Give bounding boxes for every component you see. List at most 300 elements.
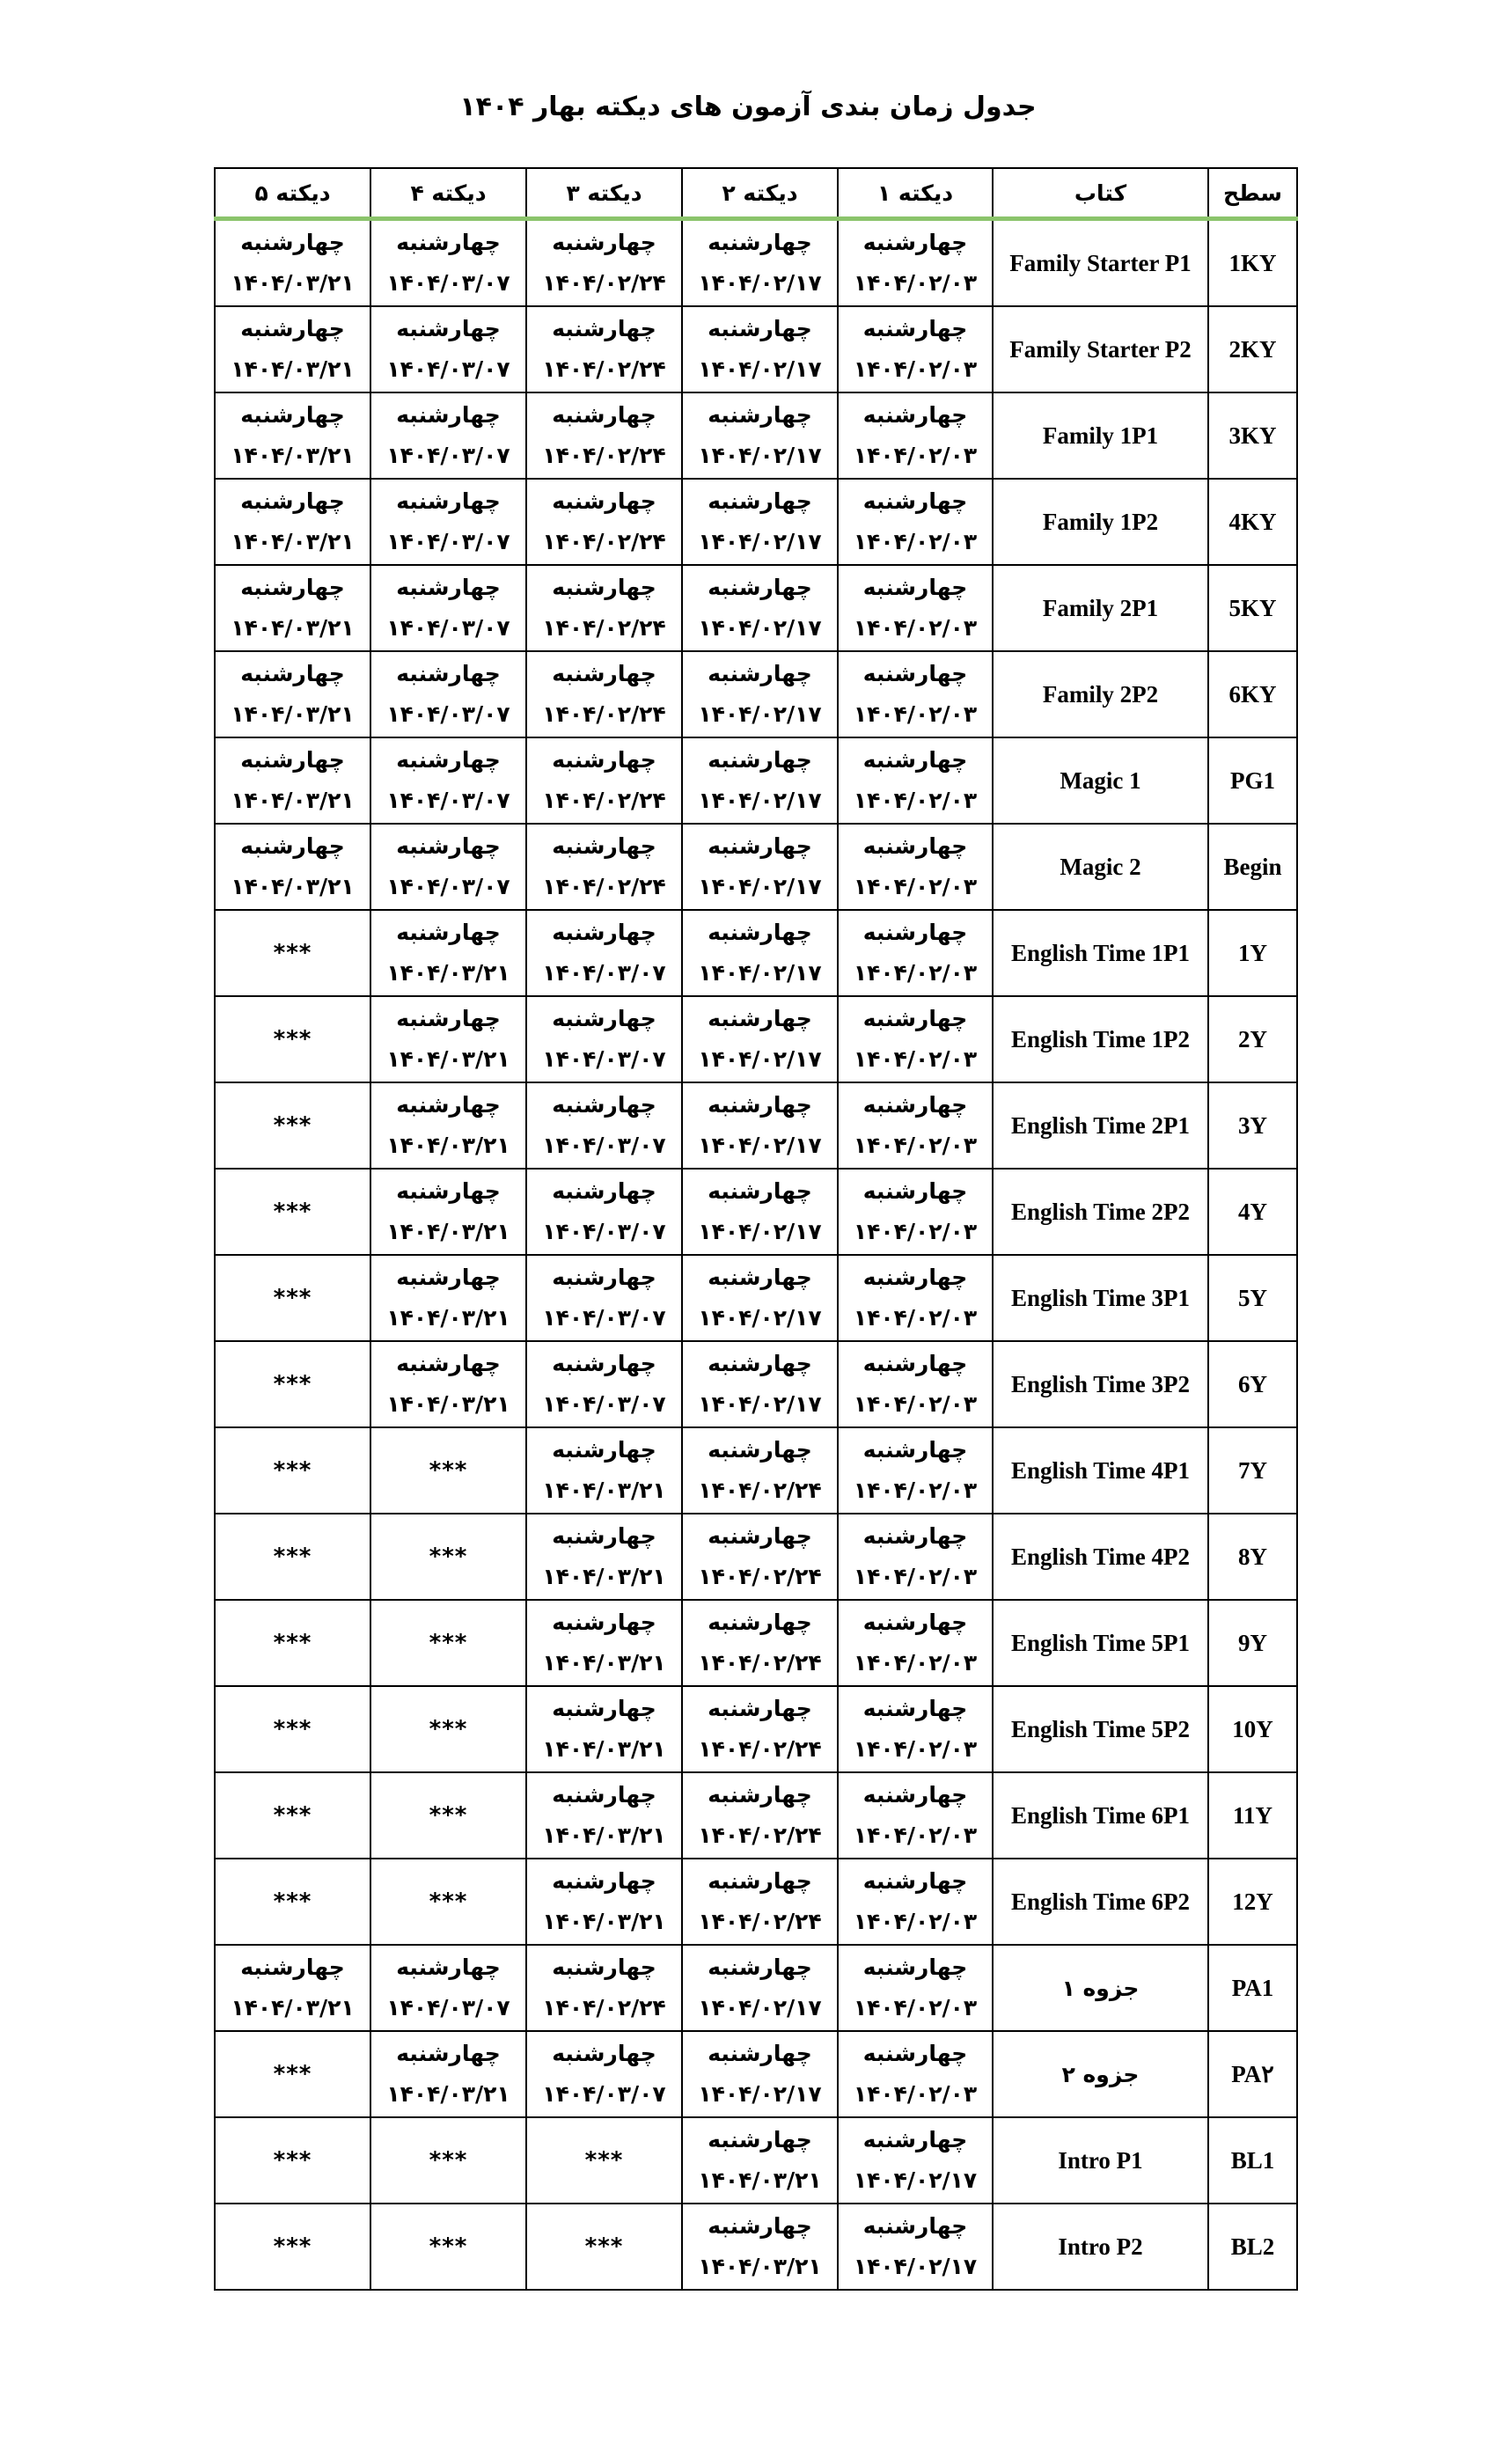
dictation-cell-d5 — [215, 1772, 370, 1859]
exam-day: چهارشنبه — [708, 2041, 812, 2066]
exam-date: ۱۴۰۴/۰۲/۱۷ — [698, 443, 822, 468]
no-exam-marker: *** — [273, 1716, 312, 1742]
no-exam-marker: *** — [584, 2147, 624, 2174]
level-cell — [1208, 392, 1297, 479]
book-cell — [993, 651, 1208, 737]
dictation-cell-d4 — [370, 1772, 526, 1859]
level-code: 9Y — [1238, 1629, 1267, 1656]
dictation-cell-d5 — [215, 2031, 370, 2117]
level-cell — [1208, 2117, 1297, 2204]
exam-date: ۱۴۰۴/۰۳/۰۷ — [542, 1391, 666, 1417]
exam-date: ۱۴۰۴/۰۳/۰۷ — [542, 1219, 666, 1244]
no-exam-marker: *** — [273, 1802, 312, 1829]
dictation-cell-d2 — [682, 1859, 838, 1945]
level-code: PA1 — [1231, 1974, 1274, 2001]
dictation-cell-d2 — [682, 1600, 838, 1686]
exam-day: چهارشنبه — [552, 1006, 656, 1031]
book-cell — [993, 1255, 1208, 1341]
dictation-cell-d1 — [838, 392, 993, 479]
dictation-cell-d3 — [526, 1169, 682, 1255]
level-code: 7Y — [1238, 1456, 1267, 1484]
dictation-cell-d1 — [838, 1169, 993, 1255]
table-row — [215, 392, 1297, 479]
dictation-cell-d2 — [682, 479, 838, 565]
exam-date: ۱۴۰۴/۰۲/۲۴ — [698, 1736, 822, 1762]
dictation-cell-d2 — [682, 824, 838, 910]
level-cell — [1208, 1772, 1297, 1859]
level-cell — [1208, 824, 1297, 910]
dictation-cell-d1 — [838, 1514, 993, 1600]
exam-date: ۱۴۰۴/۰۳/۲۱ — [698, 2254, 822, 2279]
exam-date: ۱۴۰۴/۰۲/۲۴ — [698, 1650, 822, 1676]
dictation-cell-d2 — [682, 651, 838, 737]
dictation-cell-d5 — [215, 1600, 370, 1686]
dictation-cell-d4 — [370, 1169, 526, 1255]
exam-day: چهارشنبه — [396, 1092, 501, 1118]
exam-date: ۱۴۰۴/۰۲/۱۷ — [698, 1391, 822, 1417]
dictation-cell-d5 — [215, 306, 370, 392]
book-cell — [993, 1427, 1208, 1514]
exam-date: ۱۴۰۴/۰۲/۲۴ — [542, 443, 666, 468]
book-cell — [993, 1169, 1208, 1255]
header-book: کتاب — [993, 168, 1208, 219]
exam-day: چهارشنبه — [552, 1696, 656, 1721]
level-cell — [1208, 1169, 1297, 1255]
level-code: 10Y — [1232, 1715, 1273, 1742]
dictation-cell-d5 — [215, 1686, 370, 1772]
exam-date: ۱۴۰۴/۰۲/۰۳ — [853, 356, 978, 382]
exam-date: ۱۴۰۴/۰۳/۲۱ — [542, 1478, 666, 1503]
exam-day: چهارشنبه — [240, 316, 345, 341]
exam-date: ۱۴۰۴/۰۲/۱۷ — [698, 1995, 822, 2020]
table-row — [215, 2204, 1297, 2290]
exam-date: ۱۴۰۴/۰۳/۲۱ — [231, 1995, 355, 2020]
exam-date: ۱۴۰۴/۰۲/۱۷ — [698, 1046, 822, 1072]
exam-day: چهارشنبه — [862, 230, 968, 255]
level-code: 4Y — [1238, 1198, 1267, 1225]
exam-day: چهارشنبه — [862, 2213, 968, 2239]
dictation-cell-d5 — [215, 1082, 370, 1169]
no-exam-marker: *** — [273, 1285, 312, 1311]
level-cell — [1208, 1514, 1297, 1600]
dictation-cell-d1 — [838, 1082, 993, 1169]
level-code: BL1 — [1230, 2146, 1275, 2174]
exam-date: ۱۴۰۴/۰۲/۰۳ — [853, 1133, 978, 1158]
dictation-cell-d2 — [682, 1686, 838, 1772]
book-cell — [993, 1514, 1208, 1600]
dictation-cell-d2 — [682, 565, 838, 651]
exam-date: ۱۴۰۴/۰۲/۲۴ — [698, 1564, 822, 1589]
book-cell — [993, 1600, 1208, 1686]
table-row — [215, 219, 1297, 307]
exam-day: چهارشنبه — [862, 661, 968, 686]
exam-day: چهارشنبه — [240, 1954, 345, 1980]
table-row — [215, 2117, 1297, 2204]
exam-date: ۱۴۰۴/۰۳/۲۱ — [231, 270, 355, 296]
dictation-cell-d2 — [682, 1341, 838, 1427]
exam-date: ۱۴۰۴/۰۲/۲۴ — [542, 874, 666, 899]
no-exam-marker: *** — [273, 1888, 312, 1915]
exam-date: ۱۴۰۴/۰۳/۰۷ — [386, 270, 510, 296]
exam-date: ۱۴۰۴/۰۲/۰۳ — [853, 270, 978, 296]
level-code: Begin — [1223, 853, 1282, 880]
no-exam-marker: *** — [429, 1716, 468, 1742]
dictation-cell-d5 — [215, 910, 370, 996]
exam-date: ۱۴۰۴/۰۲/۰۳ — [853, 1305, 978, 1331]
exam-day: چهارشنبه — [552, 230, 656, 255]
book-cell — [993, 824, 1208, 910]
book-cell — [993, 479, 1208, 565]
exam-date: ۱۴۰۴/۰۲/۰۳ — [853, 874, 978, 899]
exam-day: چهارشنبه — [240, 402, 345, 428]
level-code: BL2 — [1230, 2233, 1275, 2260]
dictation-cell-d2 — [682, 1082, 838, 1169]
exam-day: چهارشنبه — [862, 920, 968, 945]
dictation-cell-d3 — [526, 824, 682, 910]
dictation-cell-d5 — [215, 996, 370, 1082]
dictation-cell-d3 — [526, 1082, 682, 1169]
dictation-cell-d4 — [370, 1427, 526, 1514]
dictation-cell-d2 — [682, 996, 838, 1082]
exam-date: ۱۴۰۴/۰۳/۰۷ — [386, 788, 510, 813]
dictation-cell-d4 — [370, 306, 526, 392]
schedule-body — [215, 219, 1297, 2291]
exam-day: چهارشنبه — [396, 2041, 501, 2066]
dictation-cell-d2 — [682, 392, 838, 479]
exam-date: ۱۴۰۴/۰۳/۲۱ — [231, 443, 355, 468]
book-name: English Time 2P2 — [1010, 1198, 1191, 1225]
book-cell — [993, 1945, 1208, 2031]
exam-day: چهارشنبه — [862, 1954, 968, 1980]
dictation-cell-d3 — [526, 737, 682, 824]
dictation-cell-d3 — [526, 2117, 682, 2204]
table-row — [215, 1255, 1297, 1341]
exam-date: ۱۴۰۴/۰۳/۲۱ — [542, 1650, 666, 1676]
exam-date: ۱۴۰۴/۰۳/۰۷ — [542, 2081, 666, 2107]
dictation-cell-d1 — [838, 2031, 993, 2117]
table-row — [215, 1169, 1297, 1255]
exam-date: ۱۴۰۴/۰۲/۱۷ — [853, 2254, 978, 2279]
exam-day: چهارشنبه — [396, 1954, 501, 1980]
book-cell — [993, 306, 1208, 392]
book-name: English Time 6P1 — [1010, 1801, 1191, 1829]
dictation-cell-d5 — [215, 479, 370, 565]
dictation-cell-d1 — [838, 306, 993, 392]
exam-date: ۱۴۰۴/۰۲/۲۴ — [542, 1995, 666, 2020]
dictation-cell-d4 — [370, 2204, 526, 2290]
exam-day: چهارشنبه — [708, 2213, 812, 2239]
exam-day: چهارشنبه — [862, 1696, 968, 1721]
exam-day: چهارشنبه — [396, 1006, 501, 1031]
exam-date: ۱۴۰۴/۰۲/۲۴ — [542, 701, 666, 727]
dictation-cell-d2 — [682, 1514, 838, 1600]
dictation-cell-d4 — [370, 2031, 526, 2117]
dictation-cell-d5 — [215, 1255, 370, 1341]
no-exam-marker: *** — [273, 1457, 312, 1484]
exam-date: ۱۴۰۴/۰۳/۲۱ — [386, 1133, 510, 1158]
level-cell — [1208, 1600, 1297, 1686]
exam-day: چهارشنبه — [552, 402, 656, 428]
exam-day: چهارشنبه — [862, 747, 968, 773]
table-row — [215, 824, 1297, 910]
level-cell — [1208, 651, 1297, 737]
exam-date: ۱۴۰۴/۰۳/۲۱ — [231, 529, 355, 554]
exam-day: چهارشنبه — [862, 1006, 968, 1031]
dictation-cell-d1 — [838, 1772, 993, 1859]
book-name: English Time 4P2 — [1010, 1543, 1191, 1570]
level-code: 4KY — [1228, 508, 1277, 535]
exam-date: ۱۴۰۴/۰۲/۰۳ — [853, 1219, 978, 1244]
exam-day: چهارشنبه — [862, 1437, 968, 1463]
exam-date: ۱۴۰۴/۰۳/۲۱ — [386, 1305, 510, 1331]
book-name: English Time 3P1 — [1010, 1284, 1191, 1311]
no-exam-marker: *** — [273, 1544, 312, 1570]
table-row — [215, 306, 1297, 392]
dictation-cell-d3 — [526, 651, 682, 737]
exam-day: چهارشنبه — [708, 402, 812, 428]
header-dictation-1: دیکته ۱ — [838, 168, 993, 219]
level-code: 5KY — [1228, 594, 1277, 621]
page-title: جدول زمان بندی آزمون های دیکته بهار ۱۴۰۴ — [459, 92, 1037, 122]
book-name: Family Starter P1 — [1009, 249, 1192, 276]
no-exam-marker: *** — [429, 2233, 468, 2260]
level-code: 11Y — [1232, 1801, 1272, 1829]
dictation-cell-d3 — [526, 1859, 682, 1945]
level-code: 3Y — [1238, 1111, 1267, 1139]
exam-day: چهارشنبه — [552, 1610, 656, 1635]
dictation-cell-d3 — [526, 1427, 682, 1514]
exam-date: ۱۴۰۴/۰۲/۰۳ — [853, 2081, 978, 2107]
table-row — [215, 1945, 1297, 2031]
exam-date: ۱۴۰۴/۰۲/۰۳ — [853, 615, 978, 641]
dictation-cell-d2 — [682, 737, 838, 824]
exam-day: چهارشنبه — [552, 316, 656, 341]
dictation-cell-d5 — [215, 2204, 370, 2290]
book-name: English Time 2P1 — [1010, 1111, 1191, 1139]
exam-date: ۱۴۰۴/۰۲/۱۷ — [698, 701, 822, 727]
table-row — [215, 1772, 1297, 1859]
dictation-cell-d4 — [370, 1514, 526, 1600]
exam-date: ۱۴۰۴/۰۲/۰۳ — [853, 1650, 978, 1676]
exam-day: چهارشنبه — [862, 1178, 968, 1204]
exam-day: چهارشنبه — [708, 575, 812, 600]
exam-day: چهارشنبه — [552, 1782, 656, 1808]
dictation-cell-d5 — [215, 1341, 370, 1427]
exam-day: چهارشنبه — [862, 833, 968, 859]
dictation-cell-d5 — [215, 737, 370, 824]
exam-day: چهارشنبه — [552, 2041, 656, 2066]
header-dictation-5: دیکته ۵ — [215, 168, 370, 219]
dictation-cell-d5 — [215, 565, 370, 651]
dictation-cell-d1 — [838, 1600, 993, 1686]
header-dictation-3: دیکته ۳ — [526, 168, 682, 219]
level-code: 1KY — [1228, 249, 1277, 276]
no-exam-marker: *** — [273, 1630, 312, 1656]
no-exam-marker: *** — [273, 2147, 312, 2174]
exam-date: ۱۴۰۴/۰۳/۰۷ — [542, 960, 666, 986]
exam-day: چهارشنبه — [708, 1696, 812, 1721]
exam-date: ۱۴۰۴/۰۲/۱۷ — [698, 2081, 822, 2107]
dictation-cell-d3 — [526, 1945, 682, 2031]
dictation-cell-d1 — [838, 737, 993, 824]
exam-date: ۱۴۰۴/۰۳/۲۱ — [386, 1046, 510, 1072]
exam-day: چهارشنبه — [396, 230, 501, 255]
no-exam-marker: *** — [429, 1457, 468, 1484]
exam-day: چهارشنبه — [862, 1610, 968, 1635]
book-name: Family 1P2 — [1042, 508, 1159, 535]
exam-day: چهارشنبه — [862, 1868, 968, 1894]
no-exam-marker: *** — [273, 1112, 312, 1139]
exam-day: چهارشنبه — [708, 1954, 812, 1980]
book-name: Family 2P2 — [1042, 680, 1159, 708]
exam-day: چهارشنبه — [396, 1265, 501, 1290]
dictation-cell-d1 — [838, 219, 993, 307]
exam-day: چهارشنبه — [552, 1265, 656, 1290]
dictation-cell-d1 — [838, 824, 993, 910]
dictation-cell-d4 — [370, 479, 526, 565]
dictation-cell-d3 — [526, 1600, 682, 1686]
exam-date: ۱۴۰۴/۰۳/۲۱ — [231, 615, 355, 641]
exam-date: ۱۴۰۴/۰۳/۲۱ — [231, 874, 355, 899]
exam-day: چهارشنبه — [862, 402, 968, 428]
exam-date: ۱۴۰۴/۰۲/۰۳ — [853, 701, 978, 727]
dictation-cell-d1 — [838, 1859, 993, 1945]
dictation-cell-d1 — [838, 1945, 993, 2031]
exam-date: ۱۴۰۴/۰۲/۱۷ — [698, 788, 822, 813]
exam-day: چهارشنبه — [708, 1178, 812, 1204]
exam-date: ۱۴۰۴/۰۳/۲۱ — [698, 2167, 822, 2193]
book-name: English Time 1P1 — [1010, 939, 1191, 966]
book-cell — [993, 2204, 1208, 2290]
table-row — [215, 2031, 1297, 2117]
exam-date: ۱۴۰۴/۰۲/۰۳ — [853, 1478, 978, 1503]
dictation-cell-d4 — [370, 565, 526, 651]
book-name: Intro P1 — [1058, 2146, 1143, 2174]
exam-date: ۱۴۰۴/۰۳/۲۱ — [542, 1564, 666, 1589]
dictation-cell-d3 — [526, 910, 682, 996]
exam-day: چهارشنبه — [240, 747, 345, 773]
level-cell — [1208, 1082, 1297, 1169]
exam-date: ۱۴۰۴/۰۲/۱۷ — [698, 874, 822, 899]
exam-date: ۱۴۰۴/۰۳/۰۷ — [386, 874, 510, 899]
exam-date: ۱۴۰۴/۰۳/۰۷ — [386, 701, 510, 727]
exam-date: ۱۴۰۴/۰۳/۲۱ — [542, 1909, 666, 1934]
table-row — [215, 1686, 1297, 1772]
exam-date: ۱۴۰۴/۰۳/۰۷ — [386, 615, 510, 641]
exam-day: چهارشنبه — [552, 661, 656, 686]
dictation-cell-d2 — [682, 2117, 838, 2204]
exam-date: ۱۴۰۴/۰۲/۰۳ — [853, 1564, 978, 1589]
dictation-cell-d5 — [215, 824, 370, 910]
dictation-cell-d1 — [838, 1427, 993, 1514]
level-code: 2Y — [1238, 1025, 1267, 1052]
level-cell — [1208, 1859, 1297, 1945]
book-name: English Time 1P2 — [1010, 1025, 1191, 1052]
exam-day: چهارشنبه — [708, 1523, 812, 1549]
level-code: 6KY — [1228, 680, 1277, 708]
exam-day: چهارشنبه — [552, 1351, 656, 1376]
exam-day: چهارشنبه — [708, 1868, 812, 1894]
exam-day: چهارشنبه — [552, 1523, 656, 1549]
dictation-cell-d1 — [838, 479, 993, 565]
exam-date: ۱۴۰۴/۰۲/۰۳ — [853, 788, 978, 813]
exam-day: چهارشنبه — [240, 575, 345, 600]
book-name: English Time 4P1 — [1010, 1456, 1191, 1484]
dictation-cell-d2 — [682, 1255, 838, 1341]
dictation-cell-d1 — [838, 996, 993, 1082]
table-row — [215, 1859, 1297, 1945]
table-row — [215, 1514, 1297, 1600]
dictation-cell-d4 — [370, 996, 526, 1082]
dictation-cell-d3 — [526, 2204, 682, 2290]
exam-date: ۱۴۰۴/۰۳/۰۷ — [386, 443, 510, 468]
exam-day: چهارشنبه — [708, 1351, 812, 1376]
dictation-cell-d4 — [370, 651, 526, 737]
exam-day: چهارشنبه — [708, 488, 812, 514]
dictation-cell-d5 — [215, 392, 370, 479]
dictation-cell-d4 — [370, 1686, 526, 1772]
no-exam-marker: *** — [273, 2233, 312, 2260]
exam-day: چهارشنبه — [552, 1178, 656, 1204]
dictation-cell-d3 — [526, 479, 682, 565]
book-cell — [993, 565, 1208, 651]
header-level: سطح — [1208, 168, 1297, 219]
dictation-cell-d1 — [838, 1255, 993, 1341]
dictation-cell-d3 — [526, 219, 682, 307]
level-code: 6Y — [1238, 1370, 1267, 1397]
exam-day: چهارشنبه — [708, 1437, 812, 1463]
dictation-cell-d5 — [215, 1945, 370, 2031]
exam-date: ۱۴۰۴/۰۲/۲۴ — [542, 529, 666, 554]
exam-day: چهارشنبه — [862, 1265, 968, 1290]
exam-day: چهارشنبه — [396, 661, 501, 686]
exam-day: چهارشنبه — [396, 402, 501, 428]
dictation-cell-d4 — [370, 1255, 526, 1341]
no-exam-marker: *** — [273, 1026, 312, 1052]
book-name: English Time 3P2 — [1010, 1370, 1191, 1397]
no-exam-marker: *** — [429, 1630, 468, 1656]
dictation-cell-d2 — [682, 219, 838, 307]
exam-date: ۱۴۰۴/۰۲/۱۷ — [853, 2167, 978, 2193]
dictation-cell-d2 — [682, 1772, 838, 1859]
table-row — [215, 1600, 1297, 1686]
dictation-cell-d4 — [370, 392, 526, 479]
dictation-cell-d5 — [215, 651, 370, 737]
level-code: 8Y — [1238, 1543, 1267, 1570]
dictation-cell-d4 — [370, 737, 526, 824]
level-cell — [1208, 1945, 1297, 2031]
exam-day: چهارشنبه — [862, 316, 968, 341]
exam-date: ۱۴۰۴/۰۳/۲۱ — [231, 788, 355, 813]
no-exam-marker: *** — [273, 1199, 312, 1225]
exam-day: چهارشنبه — [862, 575, 968, 600]
level-cell — [1208, 306, 1297, 392]
level-cell — [1208, 565, 1297, 651]
table-row — [215, 996, 1297, 1082]
dictation-cell-d3 — [526, 1255, 682, 1341]
book-cell — [993, 996, 1208, 1082]
book-name: Family Starter P2 — [1009, 335, 1192, 363]
dictation-cell-d2 — [682, 2031, 838, 2117]
exam-day: چهارشنبه — [708, 1265, 812, 1290]
book-name: جزوه ۲ — [1061, 2061, 1140, 2087]
table-row — [215, 565, 1297, 651]
exam-day: چهارشنبه — [396, 747, 501, 773]
dictation-cell-d1 — [838, 1341, 993, 1427]
exam-date: ۱۴۰۴/۰۳/۰۷ — [386, 356, 510, 382]
exam-date: ۱۴۰۴/۰۳/۰۷ — [542, 1046, 666, 1072]
exam-date: ۱۴۰۴/۰۳/۲۱ — [386, 2081, 510, 2107]
